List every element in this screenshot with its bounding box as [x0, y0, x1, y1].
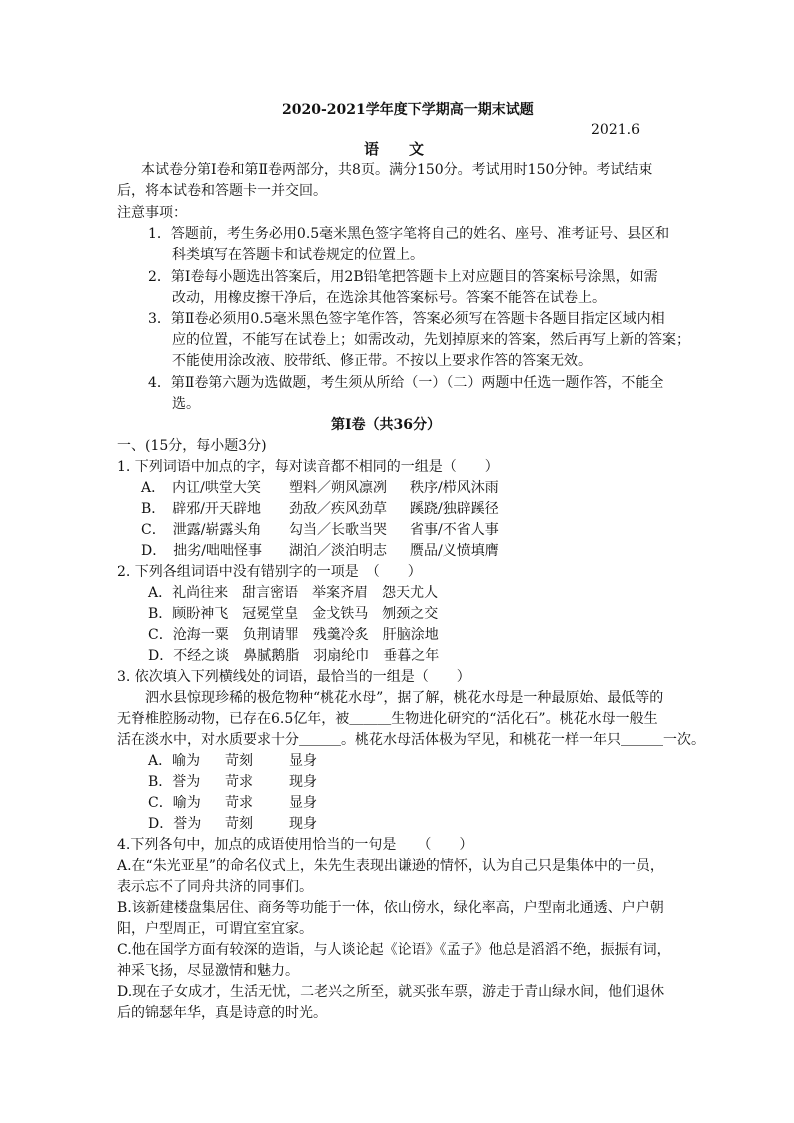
q3-passage-2: 无脊椎腔肠动物，已存在6.5亿年，被＿＿＿生物进化研究的“活化石”。桃花水母一般生	[117, 711, 658, 727]
q1-stem: 1. 下列词语中加点的字，每对读音都不相同的一组是（ ）	[117, 459, 499, 475]
q3-option-d-2: 苛刻	[225, 816, 253, 832]
q4-option-d-line-1: D.现在子女成才，生活无忧，二老兴之所至，就买张车票，游走于青山绿水间，他们退休	[117, 984, 665, 1000]
q4-stem: 4.下列各句中，加点的成语使用恰当的一句是 （ ）	[117, 837, 474, 853]
q3-option-b-3: 现身	[289, 774, 317, 790]
q1-option-b-3: 蹊跷/独辟蹊径	[410, 501, 499, 517]
q1-option-c-1: C． 泄露/崭露头角	[141, 522, 262, 538]
q3-option-a-2: 苛刻	[225, 753, 253, 769]
q4-option-a-line-2: 表示忘不了同舟共济的同事们。	[117, 879, 313, 895]
q3-option-c-3: 显身	[289, 795, 317, 811]
q3-option-d-3: 现身	[289, 816, 317, 832]
q1-option-a-3: 秩序/栉风沐雨	[410, 480, 499, 496]
q3-option-b-1: B．誉为	[148, 774, 201, 790]
note-3-line-2: 应的位置，不能写在试卷上；如需改动，先划掉原来的答案，然后再写上新的答案；	[172, 332, 690, 348]
q4-option-b-line-2: 阳，户型周正，可谓宜室宜家。	[117, 921, 313, 937]
q3-option-c-2: 苛求	[225, 795, 253, 811]
q1-option-d-2: 湖泊／淡泊明志	[289, 543, 387, 559]
note-1-line-2: 科类填写在答题卡和试卷规定的位置上。	[172, 247, 424, 263]
q4-option-c-line-1: C.他在国学方面有较深的造诣，与人谈论起《论语》《孟子》他总是滔滔不绝，振振有词，	[117, 942, 671, 958]
q1-option-c-3: 省事/不省人事	[410, 522, 499, 538]
section-title: 第Ⅰ卷（共36分）	[331, 417, 442, 433]
q2-option-a: A．礼尚往来 甜言密语 举案齐眉 怨天尤人	[148, 585, 439, 601]
q3-passage-3: 活在淡水中，对水质要求十分＿＿＿。桃花水母活体极为罕见，和桃花一样一年只＿＿＿一次。	[117, 732, 705, 748]
q1-option-c-2: 勾当／长歌当哭	[289, 522, 387, 538]
q3-option-a-1: A．喻为	[148, 753, 201, 769]
q3-option-b-2: 苛求	[225, 774, 253, 790]
q1-option-b-2: 劲敌／疾风劲草	[289, 501, 387, 517]
q1-option-d-3: 赝品/义愤填膺	[410, 543, 499, 559]
q3-option-a-3: 显身	[289, 753, 317, 769]
notes-heading: 注意事项：	[117, 205, 187, 221]
note-3-line-1: 3．第Ⅱ卷必须用0.5毫米黑色签字笔作答，答案必须写在答题卡各题目指定区域内相	[148, 311, 665, 327]
intro-line-2: 后，将本试卷和答题卡一并交回。	[117, 183, 327, 199]
q1-option-d-1: D． 拙劣/咄咄怪事	[141, 543, 262, 559]
note-4-line-2: 选。	[172, 396, 200, 412]
note-2-line-2: 改动，用橡皮擦干净后，在选涂其他答案标号。答案不能答在试卷上。	[172, 290, 606, 306]
q1-option-b-1: B． 辟邪/开天辟地	[141, 501, 262, 517]
note-3-line-3: 不能使用涂改液、胶带纸、修正带。不按以上要求作答的答案无效。	[172, 353, 592, 369]
q2-option-c: C．沧海一粟 负荆请罪 残羹冷炙 肝脑涂地	[148, 627, 439, 643]
q4-option-b-line-1: B.该新建楼盘集居住、商务等功能于一体，依山傍水，绿化率高，户型南北通透、户户朝	[117, 900, 664, 916]
q1-option-a-2: 塑料／朔风凛冽	[289, 480, 387, 496]
q3-option-c-1: C．喻为	[148, 795, 201, 811]
q3-stem: 3. 依次填入下列横线处的词语，最恰当的一组是（ ）	[117, 669, 471, 685]
q2-option-b: B．顾盼神飞 冠冕堂皇 金戈铁马 刎颈之交	[148, 606, 439, 622]
note-2-line-1: 2．第Ⅰ卷每小题选出答案后，用2B铅笔把答题卡上对应题目的答案标号涂黑，如需	[148, 269, 658, 285]
q4-option-c-line-2: 神采飞扬，尽显激情和魅力。	[117, 963, 299, 979]
q2-option-d: D．不经之谈 鼻腻鹅脂 羽扇纶巾 垂暮之年	[148, 648, 440, 664]
part-1-heading: 一、(15分，每小题3分)	[117, 438, 267, 454]
subject-title: 语 文	[364, 140, 425, 158]
note-4-line-1: 4．第Ⅱ卷第六题为选做题，考生须从所给（一）（二）两题中任选一题作答，不能全	[148, 375, 664, 391]
exam-date: 2021.6	[591, 122, 640, 138]
exam-title: 2020-2021学年度下学期高一期末试题	[282, 102, 534, 118]
q3-option-d-1: D．誉为	[148, 816, 202, 832]
q1-option-a-1: A． 内讧/哄堂大笑	[141, 480, 261, 496]
q4-option-a-line-1: A.在“朱光亚星”的命名仪式上，朱先生表现出谦逊的情怀，认为自己只是集体中的一员，	[117, 858, 664, 874]
q3-passage-1: 泗水县惊现珍稀的极危物种“桃花水母”，据了解，桃花水母是一种最原始、最低等的	[145, 690, 664, 706]
intro-line-1: 本试卷分第Ⅰ卷和第Ⅱ卷两部分，共8页。满分150分。考试用时150分钟。考试结束	[141, 162, 653, 178]
q4-option-d-line-2: 后的锦瑟年华，真是诗意的时光。	[117, 1005, 327, 1021]
note-1-line-1: 1．答题前，考生务必用0.5毫米黑色签字笔将自己的姓名、座号、准考证号、县区和	[148, 226, 670, 242]
q2-stem: 2. 下列各组词语中没有错别字的一项是 （ ）	[117, 564, 422, 580]
